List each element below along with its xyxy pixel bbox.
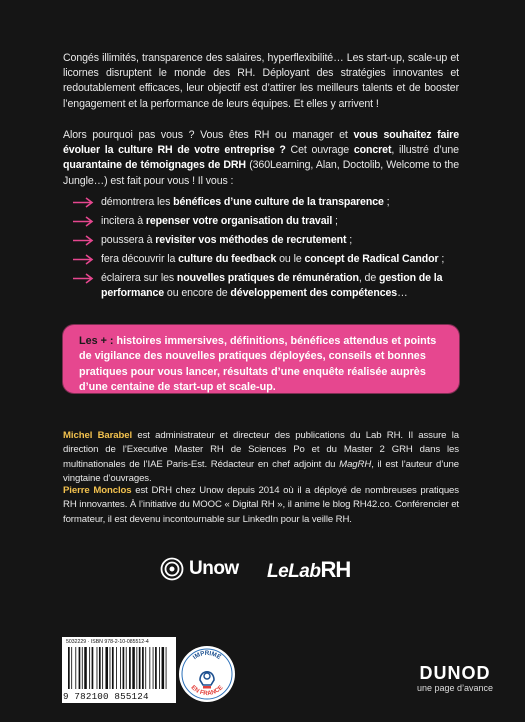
pink-arrow-icon [72, 254, 94, 265]
question-text-1: Alors pourquoi pas vous ? Vous êtes RH ou manager et [63, 129, 354, 141]
barcode-bar [99, 647, 101, 689]
publisher-name: DUNOD [419, 663, 491, 683]
barcode-bar [79, 647, 81, 689]
bullet-text-mid: ; [383, 196, 390, 208]
bullet-text-post: ou encore de [164, 287, 231, 300]
author-bio-1 [63, 429, 459, 487]
highlights-text [79, 334, 445, 396]
list-item [63, 195, 463, 210]
bullet-bold: repenser votre organisation du travail [145, 215, 333, 227]
list-item [63, 233, 463, 248]
barcode-bar [126, 647, 127, 689]
bullet-bold-2: gestion de la performance [101, 272, 443, 300]
barcode-bar [149, 647, 150, 689]
author-bio-2 [63, 484, 459, 527]
barcode-bar [166, 647, 167, 689]
unow-wordmark: Unow [189, 558, 239, 579]
barcode-bar [155, 647, 157, 689]
bullet-bold: bénéfices d’une culture de la transparence [173, 196, 384, 208]
barcode-bar [116, 647, 117, 689]
question-bold-3: quarantaine de témoignages de DRH [63, 159, 246, 172]
barcode-bar [84, 647, 87, 689]
bullet-text: fera découvrir la [101, 253, 179, 265]
benefits-list [63, 195, 463, 305]
author-name: Pierre Monclos [63, 485, 132, 496]
barcode-bar [97, 647, 98, 689]
pink-arrow-icon [72, 216, 94, 227]
barcode-bar [123, 647, 125, 689]
barcode-bar [92, 647, 94, 689]
barcode-bar [129, 647, 131, 689]
list-item [63, 271, 463, 301]
pink-arrow-icon [72, 235, 94, 246]
bullet-text: éclairera sur les [101, 272, 177, 284]
question-text-2: Cet ouvrage [285, 144, 354, 157]
barcode-bar [105, 647, 108, 689]
publisher-logo [405, 663, 505, 693]
unow-logo [160, 557, 239, 581]
question-bold-2: concret [353, 144, 392, 157]
author-bio-italic: MagRH [339, 458, 372, 470]
lelab-wordmark: LeLab [267, 561, 321, 582]
bullet-text: poussera à [101, 234, 156, 246]
unow-spiral-icon [160, 557, 184, 581]
printed-in-france-stamp [178, 645, 236, 703]
lelab-rh-logo [267, 557, 350, 583]
barcode-bar [68, 647, 70, 689]
highlights-lead: Les + : [79, 335, 114, 347]
barcode-bar [159, 647, 160, 689]
question-text-3: , illustré d’une [391, 144, 459, 157]
bullet-text: démontrera les [101, 196, 174, 208]
barcode-bar [139, 647, 141, 689]
barcode-bar [110, 647, 111, 689]
barcode-bar [71, 647, 72, 689]
question-bold-1: vous souhaitez faire évoluer la culture RH de votre entreprise ? [63, 129, 459, 157]
barcode-bar [145, 647, 146, 689]
author-bio-text: est DRH chez Unow depuis 2014 où il a déployé de nombreuses pratiques RH innovantes. À l’initiative du MOOC « Digital RH », il anime le blog RH42.co. Conférencier et formateur, il est devenu incontournable sur LinkedIn pour la veille RH. [63, 485, 459, 525]
bullet-bold: culture du feedback [178, 253, 277, 265]
bullet-bold-2: concept de Radical Candor [304, 253, 439, 265]
author-name: Michel Barabel [63, 430, 133, 441]
barcode-bar [82, 647, 83, 689]
author-bio-text: est administrateur et directeur des publications du Lab RH. Il assure la direction de l’Executive Master RH de Sciences Po et du Master 2 GRH dans les multinationales de l’IAE Paris-Est. Rédacteur en chef adjoint du [63, 430, 459, 470]
bullet-text-mid: , de [358, 272, 379, 284]
barcode-bar [75, 647, 76, 689]
list-item [63, 214, 463, 229]
barcode-bar [136, 647, 137, 689]
bullet-text-mid: ; [332, 215, 338, 227]
stamp-top-text: IMPRIMÉ [191, 650, 223, 662]
bullet-text-mid: ou le [276, 253, 305, 265]
intro-paragraph: Congés illimités, transparence des salaires, hyperflexibilité… Les start-up, scale-up et licornes disruptent le monde des RH. Déployant des stratégies innovantes et redoutablement efficaces, leur objectif est d’attirer les meilleurs talents et de booster l’engagement et la performance de leurs équipes. Et elles y arrivent ! [63, 52, 459, 110]
pink-arrow-icon [72, 197, 94, 208]
barcode-bar [102, 647, 103, 689]
bullet-bold: nouvelles pratiques de rémunération [176, 272, 359, 284]
lelab-rh-wordmark: RH [320, 557, 351, 582]
barcode-bar [120, 647, 121, 689]
barcode-bar [112, 647, 114, 689]
highlights-body: histoires immersives, définitions, bénéfices attendus et points de vigilance des nouvelles pratiques déployées, conseils et bonnes pratiques pour vous lancer, résultats d’une enquête réalisée auprès d’une centaine de start-up et scale-up. [79, 335, 437, 394]
isbn-barcode [62, 637, 176, 703]
question-paragraph [63, 128, 459, 189]
barcode-bar [153, 647, 154, 689]
stamp-bottom-text: EN FRANCE [189, 684, 225, 698]
bullet-text: incitera à [101, 215, 146, 227]
barcode-bar [162, 647, 165, 689]
highlights-box [63, 325, 459, 393]
barcode-number: 9 782100 855124 [63, 691, 149, 702]
publisher-tagline: une page d’avance [416, 683, 494, 693]
barcode-bar [89, 647, 90, 689]
question-text-4: (360Learning, Alan, Doctolib, Welcome to the Jungle…) est fait pour vous ! Il vous : [63, 159, 459, 187]
bullet-text-mid: ; [346, 234, 353, 246]
bullet-text-end: … [397, 287, 408, 300]
bullet-text-post: ; [438, 253, 445, 265]
pink-arrow-icon [72, 273, 94, 284]
isbn-text: 5032229 · ISBN 978-2-10-085512-4 [66, 639, 149, 645]
partner-logos [160, 555, 370, 591]
author-bio-text-2: , il est l’auteur d’une vingtaine d’ouvrages. [63, 458, 459, 485]
barcode-bar [142, 647, 144, 689]
list-item [63, 252, 463, 267]
bullet-bold: revisiter vos méthodes de recrutement [155, 234, 347, 246]
barcode-bar [132, 647, 135, 689]
bullet-bold-3: développement des compétences [230, 287, 398, 300]
barcode-bars-icon [68, 647, 170, 689]
